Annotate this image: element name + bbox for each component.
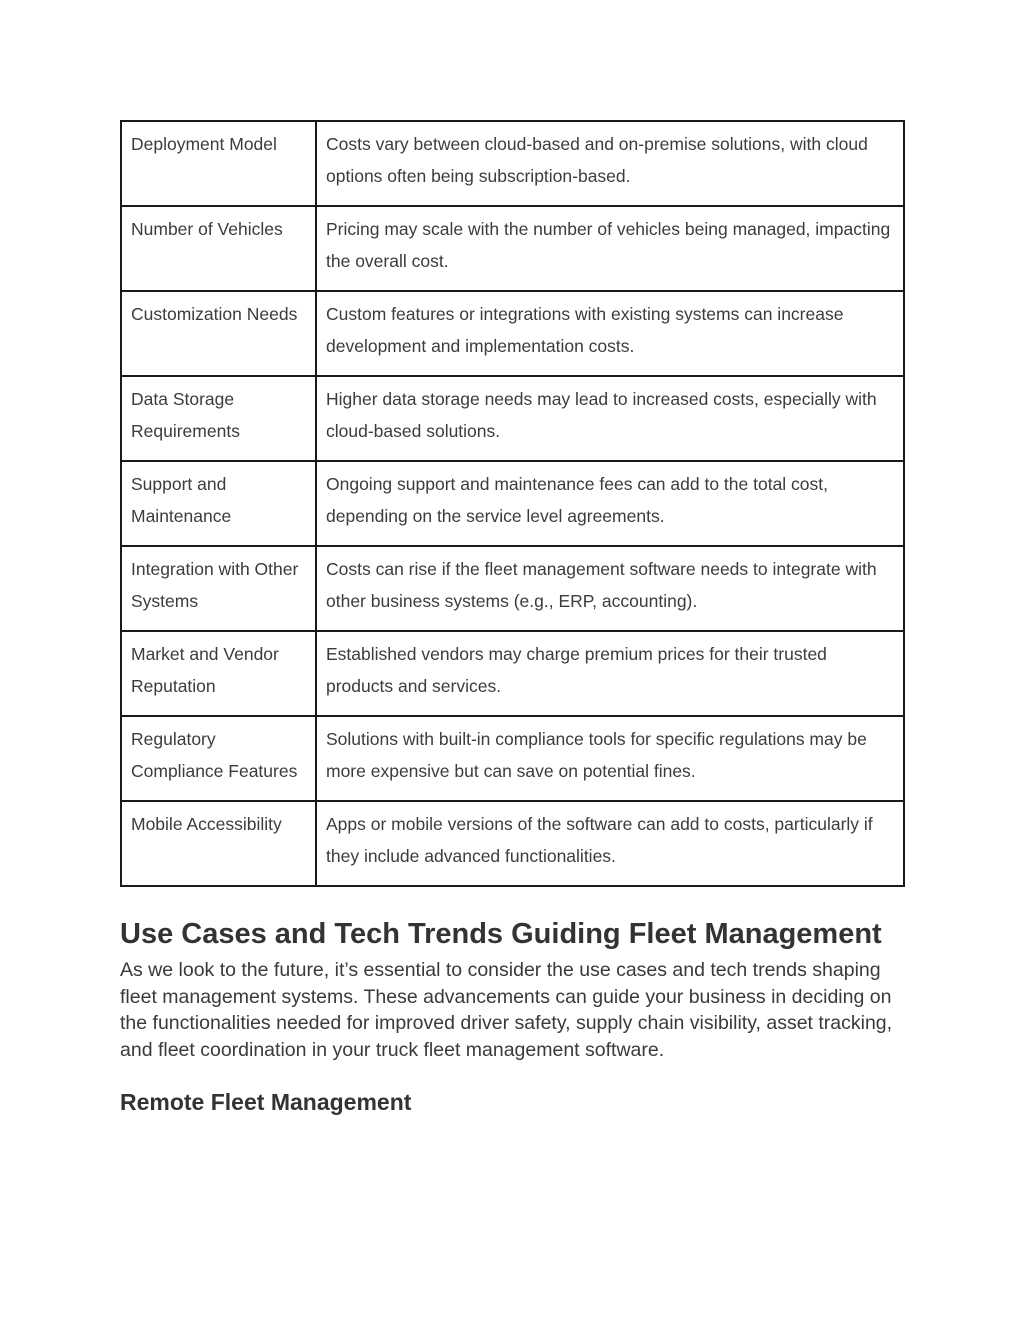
section-heading: Use Cases and Tech Trends Guiding Fleet Management: [120, 918, 882, 950]
cost-factors-table: [120, 120, 905, 887]
description-cell: Custom features or integrations with existing systems can increase development and implementation costs.: [316, 291, 904, 376]
factor-cell: Market and Vendor Reputation: [121, 631, 316, 716]
factor-cell: Integration with Other Systems: [121, 546, 316, 631]
factor-cell: Number of Vehicles: [121, 206, 316, 291]
factor-cell: Regulatory Compliance Features: [121, 716, 316, 801]
description-cell: Higher data storage needs may lead to increased costs, especially with cloud-based solutions.: [316, 376, 904, 461]
section-intro-paragraph: As we look to the future, it’s essential to consider the use cases and tech trends shaping fleet management systems. These advancements can guide your business in deciding on the functionalities needed for improved driver safety, supply chain visibility, asset tracking, and fleet coordination in your truck fleet management software.: [120, 959, 893, 1061]
factor-cell: Mobile Accessibility: [121, 801, 316, 886]
description-cell: Costs vary between cloud-based and on-premise solutions, with cloud options often being subscription-based.: [316, 121, 904, 206]
factor-cell: Data Storage Requirements: [121, 376, 316, 461]
description-cell: Ongoing support and maintenance fees can add to the total cost, depending on the service level agreements.: [316, 461, 904, 546]
table-row: [121, 546, 904, 631]
description-cell: Pricing may scale with the number of vehicles being managed, impacting the overall cost.: [316, 206, 904, 291]
table-row: [121, 206, 904, 291]
document-page: [120, 120, 905, 1117]
table-row: [121, 376, 904, 461]
description-cell: Established vendors may charge premium prices for their trusted products and services.: [316, 631, 904, 716]
table-row: [121, 291, 904, 376]
table-row: [121, 801, 904, 886]
factor-cell: Customization Needs: [121, 291, 316, 376]
description-cell: Apps or mobile versions of the software can add to costs, particularly if they include advanced functionalities.: [316, 801, 904, 886]
table-row: [121, 631, 904, 716]
table-row: [121, 461, 904, 546]
factor-cell: Support and Maintenance: [121, 461, 316, 546]
description-cell: Costs can rise if the fleet management software needs to integrate with other business systems (e.g., ERP, accounting).: [316, 546, 904, 631]
table-row: [121, 121, 904, 206]
subsection-heading: Remote Fleet Management: [120, 1089, 412, 1115]
factor-cell: Deployment Model: [121, 121, 316, 206]
description-cell: Solutions with built-in compliance tools for specific regulations may be more expensive but can save on potential fines.: [316, 716, 904, 801]
table-row: [121, 716, 904, 801]
